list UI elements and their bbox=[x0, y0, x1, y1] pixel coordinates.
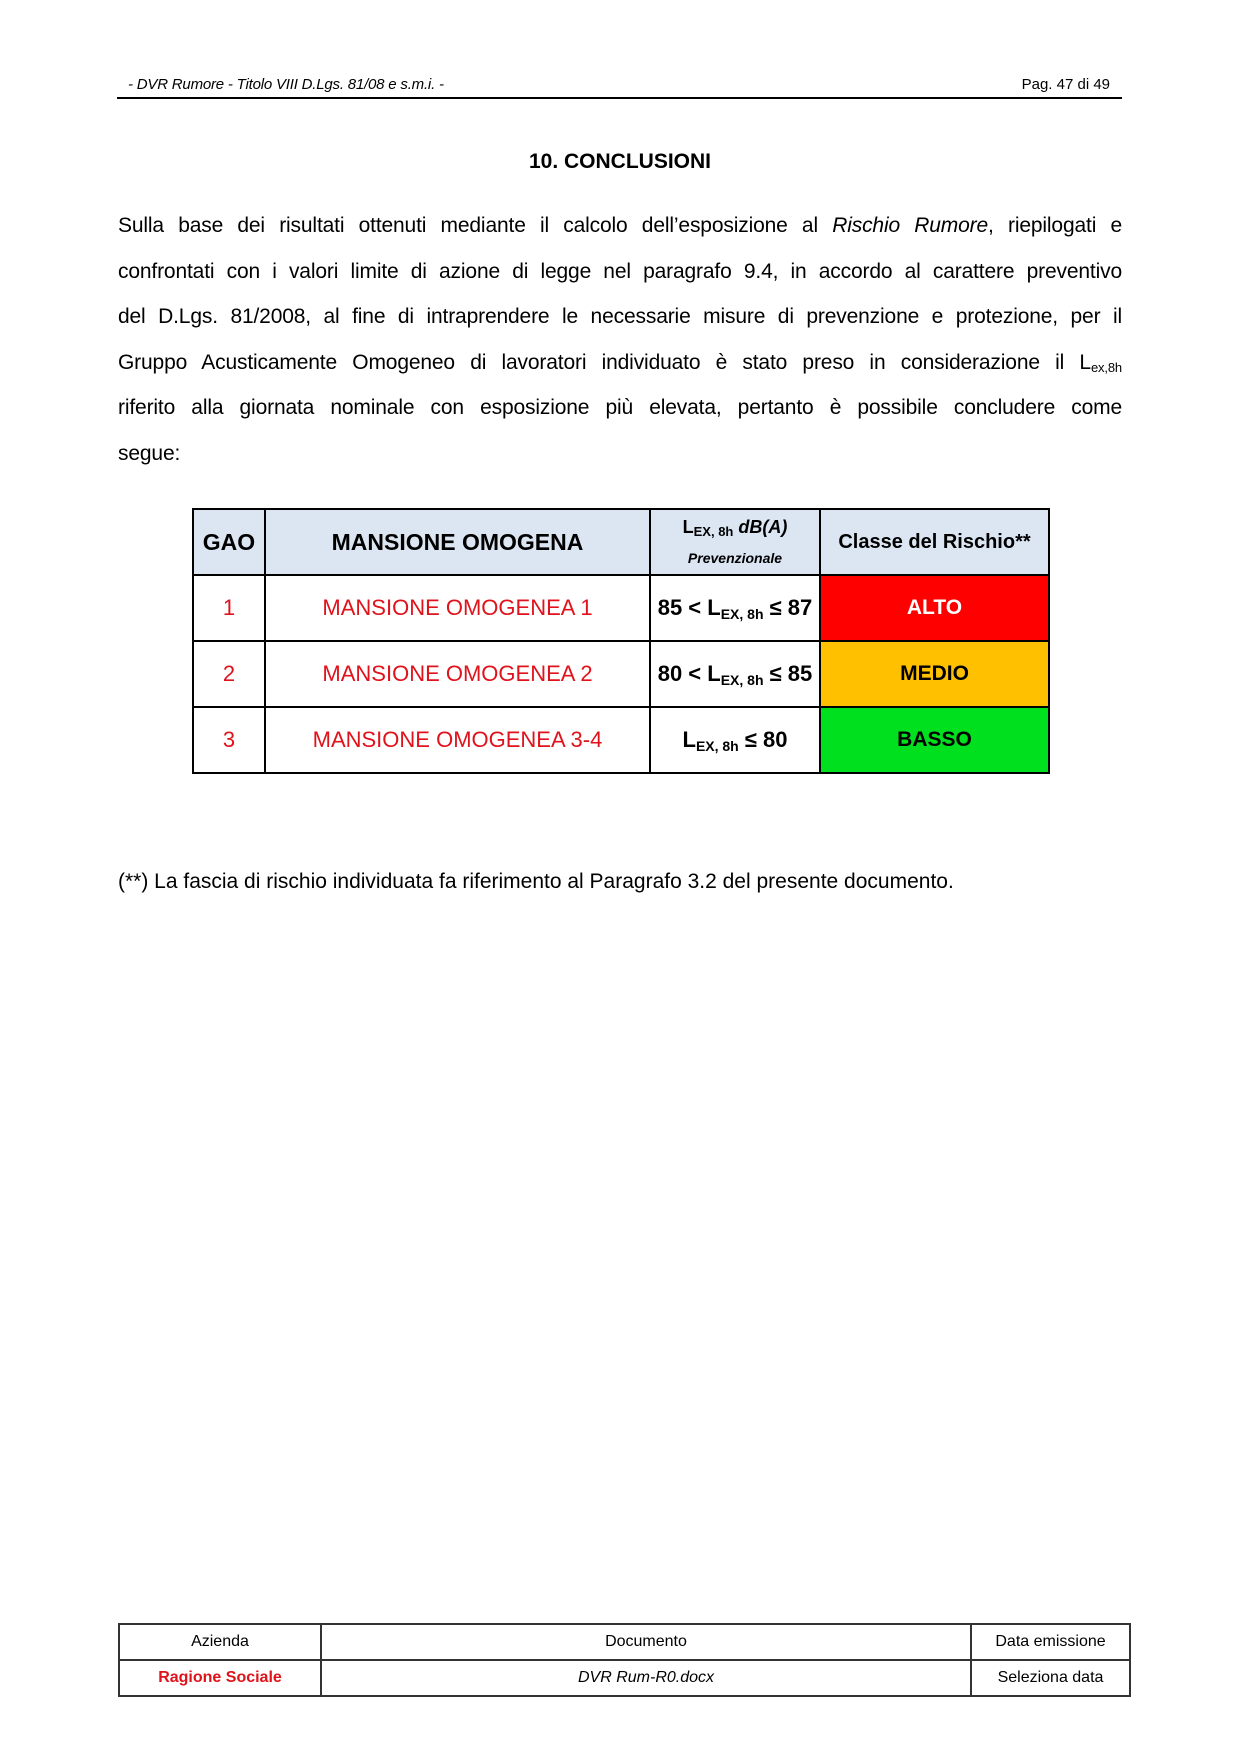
cell-mansione: MANSIONE OMOGENEA 1 bbox=[265, 575, 650, 641]
lex-post: ≤ 80 bbox=[738, 726, 788, 752]
lex-post: ≤ 87 bbox=[763, 594, 813, 620]
cell-gao: 1 bbox=[193, 575, 265, 641]
footer-value-row bbox=[119, 1660, 1130, 1696]
header-gao: GAO bbox=[193, 509, 265, 575]
cell-mansione: MANSIONE OMOGENEA 2 bbox=[265, 641, 650, 707]
body-line-6: segue: bbox=[118, 441, 181, 465]
footer-table bbox=[118, 1623, 1131, 1697]
risk-table bbox=[192, 508, 1050, 774]
risk-badge-medio: MEDIO bbox=[820, 641, 1049, 707]
cell-mansione: MANSIONE OMOGENEA 3-4 bbox=[265, 707, 650, 773]
risk-badge-alto: ALTO bbox=[820, 575, 1049, 641]
lex-pre: 85 < L bbox=[657, 594, 721, 620]
footer-label-row bbox=[119, 1624, 1130, 1660]
lex-subscript: EX, 8h bbox=[720, 671, 764, 688]
risk-badge-basso: BASSO bbox=[820, 707, 1049, 773]
cell-gao: 2 bbox=[193, 641, 265, 707]
footer-value-documento: DVR Rum-R0.docx bbox=[321, 1660, 971, 1696]
table-header-row bbox=[193, 509, 1049, 575]
cell-lex bbox=[650, 641, 820, 707]
lex-pre: 80 < L bbox=[657, 660, 721, 686]
body-line-5: riferito alla giornata nominale con esposizione più elevata, pertanto è possibile concludere come bbox=[118, 396, 1122, 420]
table-row bbox=[193, 641, 1049, 707]
cell-gao: 3 bbox=[193, 707, 265, 773]
footer-label-documento: Documento bbox=[321, 1624, 971, 1660]
body-line-1 bbox=[118, 203, 1122, 249]
lex-symbol: L bbox=[682, 516, 694, 537]
lex-pre: L bbox=[682, 726, 696, 752]
document-title: - DVR Rumore - Titolo VIII D.Lgs. 81/08 e s.m.i. - bbox=[128, 76, 444, 93]
lex-subscript: EX, 8h bbox=[695, 737, 739, 754]
footer-label-data: Data emissione bbox=[971, 1624, 1130, 1660]
lex-subscript: EX, 8h bbox=[720, 605, 764, 622]
body-text: Gruppo Acusticamente Omogeneo di lavoratori individuato è stato preso in considerazione il L bbox=[118, 350, 1091, 374]
footer-date-picker[interactable]: Seleziona data bbox=[971, 1660, 1130, 1696]
section-title: 10. CONCLUSIONI bbox=[528, 150, 712, 173]
header-classe: Classe del Rischio** bbox=[820, 509, 1049, 575]
body-line-4 bbox=[118, 340, 1122, 386]
table-row bbox=[193, 575, 1049, 641]
footer-value-azienda[interactable]: Ragione Sociale bbox=[119, 1660, 321, 1696]
lex-note: Prevenzionale bbox=[687, 549, 783, 566]
lex-post: ≤ 85 bbox=[763, 660, 813, 686]
body-text: , riepilogati e bbox=[988, 214, 1122, 237]
body-line-3: del D.Lgs. 81/2008, al fine di intraprendere le necessarie misure di prevenzione e protezione, per il bbox=[118, 305, 1122, 329]
table-row bbox=[193, 707, 1049, 773]
lex-unit: dB(A) bbox=[733, 516, 788, 537]
header-mansione: MANSIONE OMOGENA bbox=[265, 509, 650, 575]
body-text: Sulla base dei risultati ottenuti mediante il calcolo dell’esposizione al bbox=[118, 214, 833, 237]
header-lex bbox=[650, 509, 820, 575]
page-header bbox=[117, 72, 1122, 99]
body-paragraph bbox=[118, 203, 1122, 477]
cell-lex bbox=[650, 707, 820, 773]
subscript: ex,8h bbox=[1090, 359, 1122, 375]
lex-subscript: EX, 8h bbox=[693, 523, 734, 539]
footnote: (**) La fascia di rischio individuata fa riferimento al Paragrafo 3.2 del presente documento. bbox=[118, 870, 954, 893]
body-emphasis: Rischio Rumore bbox=[832, 214, 989, 237]
footer-label-azienda: Azienda bbox=[119, 1624, 321, 1660]
cell-lex bbox=[650, 575, 820, 641]
page-number: Pag. 47 di 49 bbox=[1021, 76, 1110, 93]
body-line-2: confrontati con i valori limite di azione di legge nel paragrafo 9.4, in accordo al carattere preventivo bbox=[118, 259, 1122, 283]
